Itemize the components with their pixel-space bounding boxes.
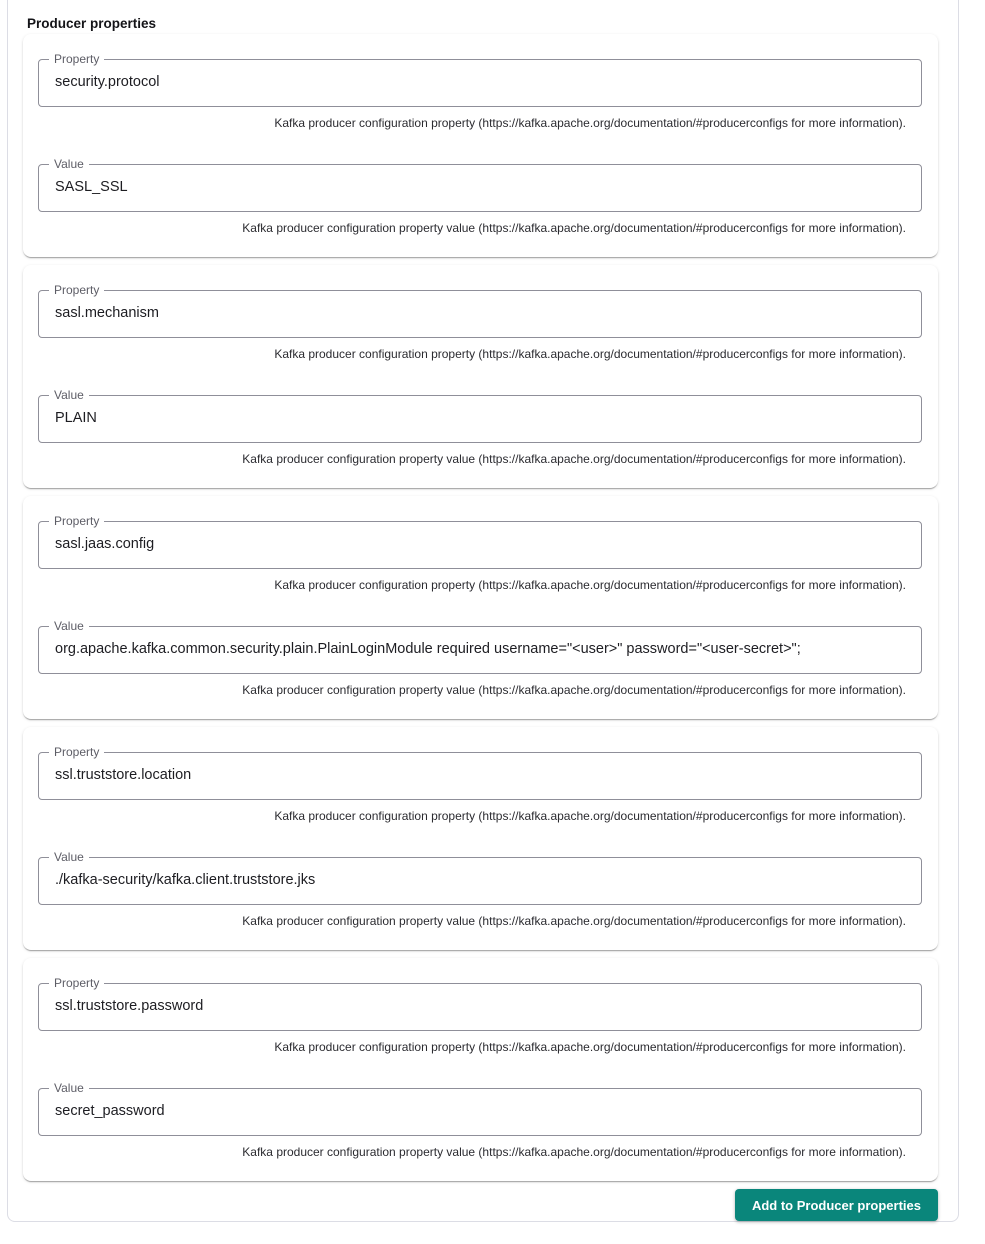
page-title: Producer properties [27,16,157,31]
property-input[interactable] [39,990,921,1030]
property-field[interactable] [38,745,922,800]
property-helper-text: Kafka producer configuration property (https://kafka.apache.org/documentation/#producerconfigs for more information). [274,1040,906,1054]
producer-properties-panel [7,0,959,1222]
property-field-label: Property [54,514,100,528]
property-cards-list [23,34,938,1181]
property-input[interactable] [39,297,921,337]
value-field[interactable] [38,619,922,674]
property-field[interactable] [38,976,922,1031]
value-field[interactable] [38,157,922,212]
property-card [23,727,938,950]
property-card [23,958,938,1181]
value-field-label: Value [54,157,84,171]
actions-row [23,1189,938,1221]
value-field[interactable] [38,388,922,443]
value-helper-text: Kafka producer configuration property value (https://kafka.apache.org/documentation/#producerconfigs for more information). [242,452,906,466]
value-helper-text: Kafka producer configuration property value (https://kafka.apache.org/documentation/#producerconfigs for more information). [242,1145,906,1159]
value-helper-text: Kafka producer configuration property value (https://kafka.apache.org/documentation/#producerconfigs for more information). [242,683,906,697]
property-field-label: Property [54,52,100,66]
property-input[interactable] [39,759,921,799]
property-helper-text: Kafka producer configuration property (https://kafka.apache.org/documentation/#producerconfigs for more information). [274,809,906,823]
property-field-label: Property [54,283,100,297]
property-field-label: Property [54,745,100,759]
value-field-label: Value [54,1081,84,1095]
value-field[interactable] [38,1081,922,1136]
value-input[interactable] [39,402,921,442]
value-helper-text: Kafka producer configuration property value (https://kafka.apache.org/documentation/#producerconfigs for more information). [242,914,906,928]
value-input[interactable] [39,633,921,673]
value-input[interactable] [39,171,921,211]
property-helper-text: Kafka producer configuration property (https://kafka.apache.org/documentation/#producerconfigs for more information). [274,578,906,592]
property-field[interactable] [38,52,922,107]
property-field-label: Property [54,976,100,990]
value-field-label: Value [54,619,84,633]
value-field[interactable] [38,850,922,905]
property-field[interactable] [38,514,922,569]
property-card [23,496,938,719]
value-field-label: Value [54,388,84,402]
add-to-producer-properties-button[interactable]: Add to Producer properties [735,1189,938,1221]
value-input[interactable] [39,1095,921,1135]
value-input[interactable] [39,864,921,904]
property-card [23,265,938,488]
value-field-label: Value [54,850,84,864]
property-input[interactable] [39,528,921,568]
property-card [23,34,938,257]
property-helper-text: Kafka producer configuration property (https://kafka.apache.org/documentation/#producerconfigs for more information). [274,116,906,130]
property-helper-text: Kafka producer configuration property (https://kafka.apache.org/documentation/#producerconfigs for more information). [274,347,906,361]
property-field[interactable] [38,283,922,338]
property-input[interactable] [39,66,921,106]
value-helper-text: Kafka producer configuration property value (https://kafka.apache.org/documentation/#producerconfigs for more information). [242,221,906,235]
